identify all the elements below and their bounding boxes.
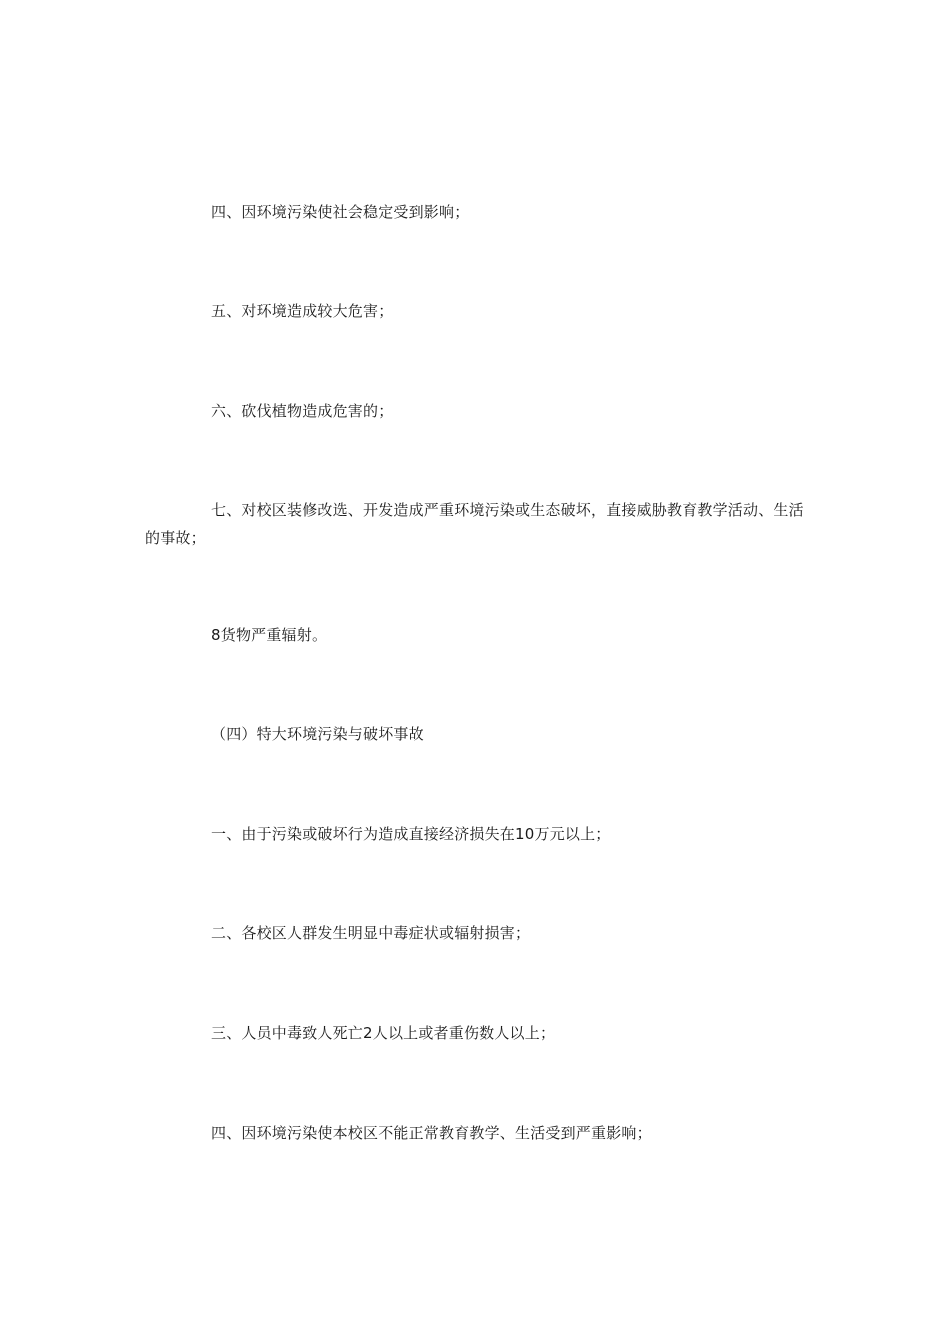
paragraph-item-2-poisoning-symptoms: 二、各校区人群发生明显中毒症状或辐射损害； [211, 924, 531, 942]
paragraph-item-4-social-stability: 四、因环境污染使社会稳定受到影响； [211, 203, 470, 221]
paragraph-item-6-plant-cutting: 六、砍伐植物造成危害的； [211, 402, 394, 420]
paragraph-item-1-economic-loss: 一、由于污染或破坏行为造成直接经济损失在10万元以上； [211, 825, 611, 843]
paragraph-item-8-radiation: 8货物严重辐射。 [211, 626, 328, 644]
paragraph-item-5-environment-harm: 五、对环境造成较大危害； [211, 302, 394, 320]
paragraph-item-7-campus-renovation: 七、对校区装修改选、开发造成严重环境污染或生态破坏，直接威胁教育教学活动、生活的事故； [145, 501, 804, 547]
paragraph-item-4-teaching-disruption: 四、因环境污染使本校区不能正常教育教学、生活受到严重影响； [211, 1124, 652, 1142]
paragraph-item-3-casualties: 三、人员中毒致人死亡2人以上或者重伤数人以上； [211, 1024, 556, 1042]
section-heading-major-accident: （四）特大环境污染与破坏事故 [211, 725, 424, 743]
